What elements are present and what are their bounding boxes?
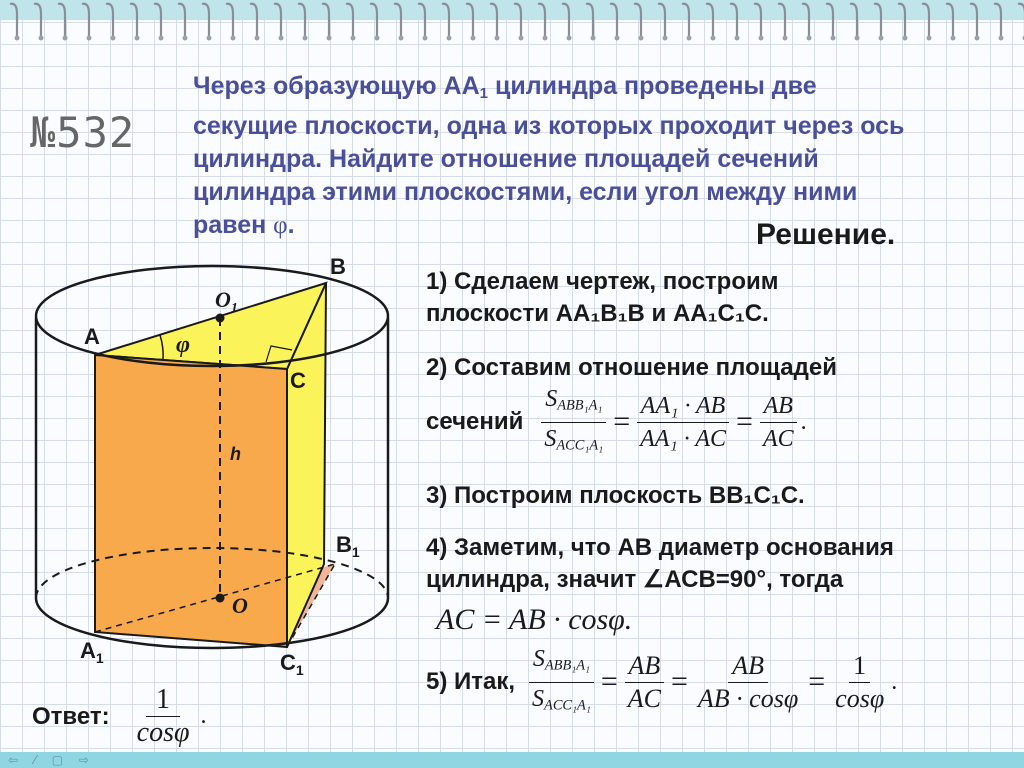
spiral-hole xyxy=(999,36,1004,41)
f5-s-acc: S xyxy=(532,685,545,712)
problem-line5-pre: равен xyxy=(193,210,274,239)
f2-aa1-ab: AA₁ · AB xyxy=(637,390,730,423)
spiral-hole xyxy=(879,36,884,41)
step-4 xyxy=(426,532,894,596)
spiral-hole xyxy=(183,36,188,41)
spiral-hole xyxy=(687,36,692,41)
spiral-hole xyxy=(711,36,716,41)
answer-cos-phi: cosφ xyxy=(136,717,190,748)
spiral-hole xyxy=(639,36,644,41)
step-5-label: 5) Итак, xyxy=(426,668,516,695)
spiral-hole xyxy=(807,36,812,41)
spiral-hole xyxy=(423,36,428,41)
spiral-hole xyxy=(15,36,20,41)
spiral-hole xyxy=(663,36,668,41)
f5-ac: AC xyxy=(627,683,661,713)
spiral-hole xyxy=(831,36,836,41)
top-triangle xyxy=(95,283,326,369)
f5-eq-2: = xyxy=(671,665,688,698)
spiral-hole xyxy=(519,36,524,41)
f2-dot: . xyxy=(800,409,807,435)
spiral-hole xyxy=(975,36,980,41)
f2-s-acc-sub: ACC₁A₁ xyxy=(556,437,604,454)
f5-cos-phi: cosφ xyxy=(835,683,885,713)
problem-number: №532 xyxy=(30,108,136,157)
step-2-formula-row xyxy=(426,382,807,462)
label-c: C xyxy=(290,368,306,393)
f2-eq-1: = xyxy=(613,405,631,438)
step-4-formula: AC = AB · cosφ. xyxy=(436,603,633,636)
step-2-line-b: сечений xyxy=(426,408,524,435)
f5-eq-1: = xyxy=(600,665,618,698)
answer-dot: . xyxy=(200,703,207,729)
label-o: O xyxy=(232,593,248,618)
f2-ac: AC xyxy=(762,425,794,452)
label-a1: $A_1$ xyxy=(80,638,104,666)
f5-ab: AB xyxy=(625,650,665,683)
label-b1: $B_1$ xyxy=(336,532,360,560)
f2-s-abb-sub: ABB₁A₁ xyxy=(557,397,603,414)
cylinder-figure xyxy=(20,250,420,680)
spiral-hole xyxy=(207,36,212,41)
phi-symbol: φ xyxy=(273,211,288,239)
spiral-hole xyxy=(135,36,140,41)
step-5 xyxy=(426,640,897,724)
spiral-binding xyxy=(0,0,1024,44)
bottom-bar xyxy=(0,752,1024,768)
spiral-hole xyxy=(495,36,500,41)
point-o xyxy=(216,594,225,603)
spiral-hole xyxy=(447,36,452,41)
f2-ab: AB xyxy=(760,390,797,423)
label-o1: $O_1$ xyxy=(215,287,238,316)
problem-line2: секущие плоскости, одна из которых проходит через ось xyxy=(193,111,905,140)
spiral-hole xyxy=(615,36,620,41)
spiral-hole xyxy=(735,36,740,41)
spiral-hole xyxy=(399,36,404,41)
spiral-hole xyxy=(39,36,44,41)
spiral-hole xyxy=(783,36,788,41)
problem-statement xyxy=(193,70,1008,242)
spiral-hole xyxy=(279,36,284,41)
spiral-hole xyxy=(111,36,116,41)
label-phi: φ xyxy=(176,332,191,358)
spiral-hole xyxy=(903,36,908,41)
spiral-hole xyxy=(951,36,956,41)
spiral-hole xyxy=(159,36,164,41)
spiral-hole xyxy=(63,36,68,41)
problem-line3: цилиндра. Найдите отношение площадей сечений xyxy=(193,144,819,173)
solution-heading: Решение. xyxy=(756,218,896,251)
spiral-hole xyxy=(567,36,572,41)
label-b: B xyxy=(330,254,346,279)
step-2-line-a: 2) Составим отношение площадей xyxy=(426,354,837,381)
f5-eq-3: = xyxy=(808,665,826,698)
f2-s-acc: S xyxy=(544,425,557,452)
spiral-hole xyxy=(927,36,932,41)
spiral-hole xyxy=(591,36,596,41)
f5-dot: . xyxy=(891,669,898,695)
spiral-hole xyxy=(255,36,260,41)
f2-eq-2: = xyxy=(736,405,753,438)
f5-s-abb-sub: ABB₁A₁ xyxy=(544,657,591,674)
spiral-hole xyxy=(375,36,380,41)
spiral-hole xyxy=(351,36,356,41)
spiral-hole xyxy=(327,36,332,41)
step-2 xyxy=(426,352,837,384)
spiral-hole xyxy=(543,36,548,41)
f5-s-acc-sub: ACC₁A₁ xyxy=(544,697,591,714)
plane-aa1c1c xyxy=(95,355,287,647)
f2-s-abb: S xyxy=(545,385,558,412)
problem-line1-post: цилиндра проведены две xyxy=(488,72,817,100)
problem-line1-sub: 1 xyxy=(479,84,489,102)
spiral-hole xyxy=(759,36,764,41)
answer-label: Ответ: xyxy=(32,702,110,730)
spiral-hole xyxy=(303,36,308,41)
f5-s-abb: S xyxy=(532,645,545,672)
label-h: h xyxy=(230,444,241,464)
f5-ab-2: AB xyxy=(728,650,768,683)
label-c1: $C_1$ xyxy=(280,650,304,678)
point-o1 xyxy=(216,314,225,323)
answer-one: 1 xyxy=(146,684,180,717)
problem-line4: цилиндра этими плоскостями, если угол между ними xyxy=(193,177,858,206)
slide-nav-icons[interactable]: ⇦ ⁄ ▢ ⇨ xyxy=(8,753,95,767)
step-1 xyxy=(426,266,779,330)
step-3: 3) Построим плоскость ВВ₁С₁С. xyxy=(426,482,805,509)
f5-one: 1 xyxy=(849,650,870,683)
spiral-hole xyxy=(87,36,92,41)
f2-aa1-ac: AA₁ · AC xyxy=(640,425,727,452)
step-4-line-a: 4) Заметим, что АВ диаметр основания xyxy=(426,534,894,561)
step-1-line-a: 1) Сделаем чертеж, построим xyxy=(426,268,779,295)
answer xyxy=(32,684,206,749)
spiral-hole xyxy=(855,36,860,41)
step-1-line-b: плоскости АА₁В₁В и АА₁С₁С. xyxy=(426,300,769,327)
spiral-hole xyxy=(231,36,236,41)
step-4-line-b: цилиндра, значит ∠АСВ=90°, тогда xyxy=(426,566,844,593)
spiral-hole xyxy=(471,36,476,41)
label-a: A xyxy=(84,324,100,349)
f5-ab-cos: AB · cosφ xyxy=(697,683,799,713)
problem-line1-pre: Через образующую АА xyxy=(193,72,480,100)
problem-line5-post: . xyxy=(287,210,295,239)
